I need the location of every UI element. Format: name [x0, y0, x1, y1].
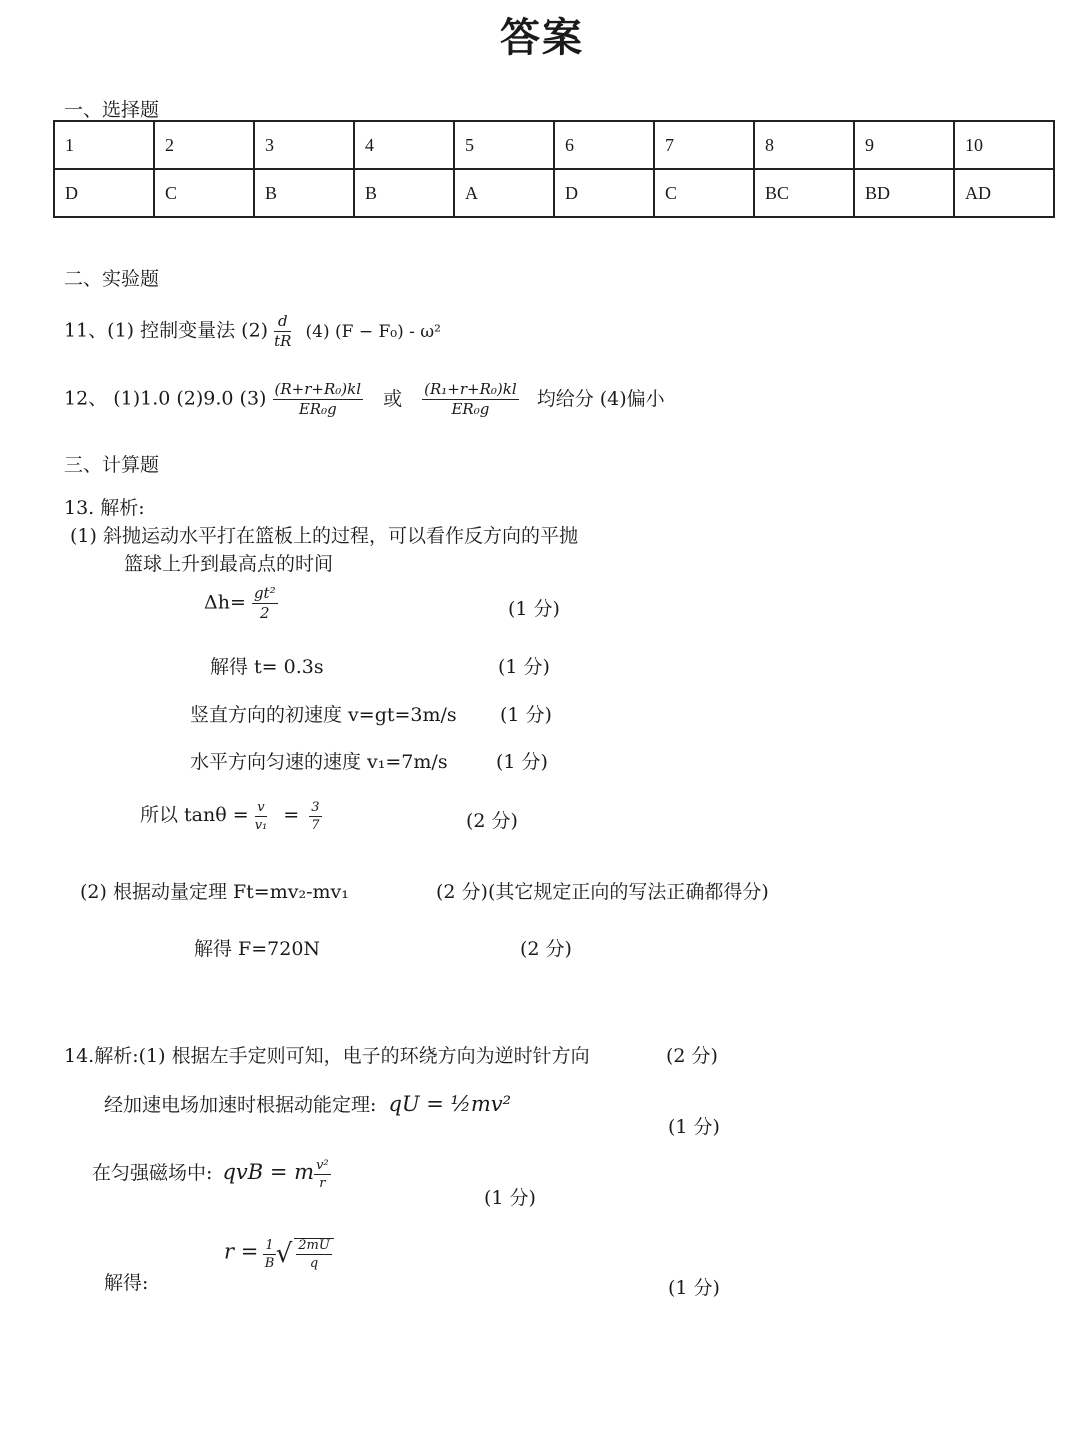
q12-fraction-1 [273, 382, 364, 417]
q13-eq1-den: 2 [259, 604, 270, 622]
q13-part2: (2) 根据动量定理 Ft=mv₂-mv₁ [80, 881, 349, 903]
q13-eq5-num1: v [255, 801, 268, 817]
q14-line2-text: 经加速电场加速时根据动能定理: [104, 1094, 377, 1116]
q13-eq5-num2: 3 [311, 799, 320, 815]
q12-suffix: 均给分 (4)偏小 [536, 387, 665, 410]
q14-result-den: B [264, 1255, 275, 1271]
question-number-cell: 3 [254, 121, 354, 169]
question-number-cell: 9 [854, 121, 954, 169]
q12-answer [64, 382, 665, 417]
q14-result-label: 解得: [104, 1272, 149, 1294]
q13-line2: 篮球上升到最高点的时间 [124, 553, 334, 575]
answer-cell: D [554, 169, 654, 217]
q14-result-fraction [263, 1239, 275, 1270]
answer-cell: C [154, 169, 254, 217]
question-number-cell: 7 [654, 121, 754, 169]
q13-eq5-fraction-1 [255, 801, 268, 832]
q14-line3-equation-lhs: qvB = m [222, 1160, 315, 1184]
q13-eq5-fraction-2 [309, 801, 321, 832]
q11-prefix: 11、(1) 控制变量法 (2) [64, 319, 269, 342]
table-row-numbers [54, 121, 1054, 169]
q14-result-equation [224, 1238, 334, 1270]
q12-prefix: 12、 (1)1.0 (2)9.0 (3) [64, 387, 267, 410]
answer-cell: BD [854, 169, 954, 217]
q14-result-sqrt-num: 2mU [298, 1238, 330, 1253]
q14-result-sqrt-fraction [296, 1239, 332, 1270]
q13-eq2-score: (1 分) [498, 656, 550, 678]
question-number-cell: 6 [554, 121, 654, 169]
q14-line2-equation: qU = ½mv² [388, 1092, 512, 1116]
q12-fraction-2 [422, 382, 519, 417]
sqrt-icon: √ [275, 1239, 293, 1269]
q14-result-lhs: r = [224, 1239, 259, 1264]
q12-or: 或 [383, 387, 403, 410]
q14-result-num: 1 [265, 1237, 274, 1253]
q14-line3 [92, 1158, 331, 1190]
q14-line3-score: (1 分) [484, 1187, 536, 1209]
q11-suffix: (4) (F − F₀) - ω² [305, 321, 441, 342]
q14-result-sqrt-den: q [309, 1256, 319, 1271]
q13-part2-result-score: (2 分) [520, 938, 572, 960]
q14-line2-score: (1 分) [668, 1116, 720, 1138]
question-number-cell: 5 [454, 121, 554, 169]
q13-eq3: 竖直方向的初速度 v=gt=3m/s [190, 704, 457, 726]
q14-line3-den: r [319, 1175, 326, 1191]
q14-line3-num: v² [316, 1157, 329, 1173]
q11-fraction [274, 314, 291, 349]
q12-frac2-den: ER₀g [451, 400, 490, 418]
question-number-cell: 4 [354, 121, 454, 169]
q12-frac1-den: ER₀g [298, 400, 337, 418]
answer-cell: A [454, 169, 554, 217]
answer-table [53, 120, 1055, 218]
q13-eq5-score: (2 分) [466, 810, 518, 832]
answer-cell: C [654, 169, 754, 217]
q12-frac2-num: (R₁+r+R₀)kl [424, 380, 517, 398]
q14-line3-fraction [314, 1159, 331, 1190]
q13-eq1-fraction [252, 586, 278, 621]
q14-heading: 14.解析:(1) 根据左手定则可知，电子的环绕方向为逆时针方向 [64, 1045, 590, 1067]
question-number-cell: 2 [154, 121, 254, 169]
answer-cell: BC [754, 169, 854, 217]
table-row-answers [54, 169, 1054, 217]
q13-part2-score: (2 分)(其它规定正向的写法正确都得分) [436, 881, 769, 903]
q14-result-sqrt [294, 1238, 334, 1270]
q13-eq1-score: (1 分) [508, 598, 560, 620]
q13-eq1-num: gt² [253, 584, 276, 602]
q13-eq5 [140, 800, 322, 832]
q14-heading-score: (2 分) [666, 1045, 718, 1067]
q13-eq1-lhs: Δh= [204, 591, 246, 614]
q13-eq5-prefix: 所以 tanθ = [140, 804, 249, 826]
q13-part2-result: 解得 F=720N [194, 938, 321, 960]
q13-eq1 [204, 586, 278, 621]
q13-eq3-score: (1 分) [500, 704, 552, 726]
q13-heading: 13. 解析: [64, 497, 145, 519]
question-number-cell: 8 [754, 121, 854, 169]
q13-eq4-score: (1 分) [496, 751, 548, 773]
answer-cell: B [254, 169, 354, 217]
q13-eq2: 解得 t= 0.3s [210, 656, 324, 678]
answer-cell: D [54, 169, 154, 217]
answer-cell: B [354, 169, 454, 217]
q13-eq4: 水平方向匀速的速度 v₁=7m/s [190, 751, 448, 773]
q11-answer [64, 314, 441, 349]
question-number-cell: 10 [954, 121, 1054, 169]
q11-frac-num: d [274, 314, 291, 332]
section-heading-calculation: 三、计算题 [64, 454, 160, 476]
page-title: 答案 [500, 14, 584, 61]
q12-frac1-num: (R+r+R₀)kl [274, 380, 362, 398]
answer-cell: AD [954, 169, 1054, 217]
q14-line3-text: 在匀强磁场中: [92, 1162, 213, 1184]
q13-eq5-equals: = [283, 804, 300, 826]
q13-line1: (1) 斜抛运动水平打在篮板上的过程，可以看作反方向的平抛 [70, 525, 578, 547]
section-heading-experiment: 二、实验题 [64, 268, 160, 290]
q13-eq5-den1: v₁ [254, 817, 268, 833]
q14-line2 [104, 1090, 511, 1117]
question-number-cell: 1 [54, 121, 154, 169]
q14-result-score: (1 分) [668, 1277, 720, 1299]
section-heading-choice: 一、选择题 [64, 99, 160, 121]
q13-eq5-den2: 7 [311, 817, 320, 833]
q11-frac-den: tR [274, 332, 292, 350]
